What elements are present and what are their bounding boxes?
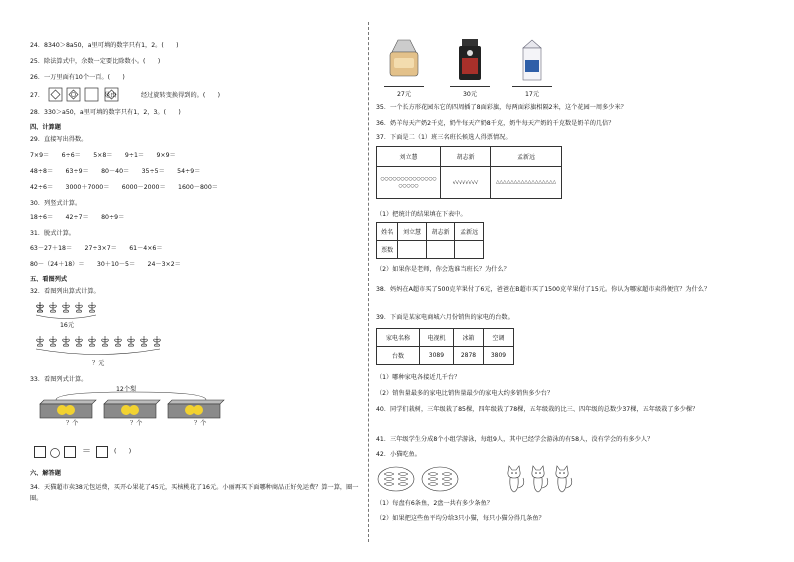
vertical-calc-row: 18÷6＝ 42÷7＝ 80÷9＝ xyxy=(30,214,125,221)
question-32: 32．看图列出算式计算。 xyxy=(30,288,100,295)
step-calc-row-1: 63－27＋18＝ 27÷3×7＝ 61－4×6＝ xyxy=(30,245,163,252)
table-header: 空调 xyxy=(483,329,513,347)
appliance-sales-table xyxy=(376,328,514,365)
operator-circle-blank xyxy=(50,448,60,458)
q32-price-label: 16元 xyxy=(60,322,75,329)
q33-unknown-1: ？个 xyxy=(66,420,79,427)
answer-cell[interactable] xyxy=(426,241,455,259)
question-29: 29．直接写出得数。 xyxy=(30,136,88,143)
product-price: 17元 xyxy=(512,86,552,98)
question-31: 31．脱式计算。 xyxy=(30,230,75,237)
table-header: 冰箱 xyxy=(453,329,483,347)
question-42-part-1: （1）每盘有6条鱼，2盘一共有多少条鱼？ xyxy=(376,500,493,507)
table-row-label: 票数 xyxy=(377,241,398,259)
question-28: 28．330＞a50，a里可填的数字只有1，2，3。( ) xyxy=(30,109,181,116)
question-27-tail: 经过旋转变换得到的。( ) xyxy=(141,92,221,99)
vote-marks-table xyxy=(376,146,562,199)
question-39-part-1: （1）哪种家电各接近几千台？ xyxy=(376,374,461,381)
table-cell: 2878 xyxy=(453,347,483,365)
table-header: 电视机 xyxy=(419,329,453,347)
question-24: 24．8340＞8a50，a里可填的数字只有1，2。( ) xyxy=(30,42,179,49)
question-40: 40．同学们栽树，三年级栽了85棵，四年级栽了78棵，五年级栽的比三、四年级的总数少37棵，五年级栽了多少棵？ xyxy=(376,406,699,413)
table-header: 孟新远 xyxy=(455,223,484,241)
product-price: 27元 xyxy=(384,86,424,98)
table-cell: 3089 xyxy=(419,347,453,365)
table-cell: △△△△△△△△△△△△△△△△△ xyxy=(491,167,562,199)
product-price: 30元 xyxy=(450,86,490,98)
q33-total-label: 12个梨 xyxy=(116,386,137,393)
table-header: 刘立慧 xyxy=(398,223,427,241)
question-33-figure xyxy=(36,386,226,446)
fish-and-cats-figure xyxy=(376,462,596,496)
q33-unit-blank: ( ) xyxy=(114,448,132,455)
fish-plate xyxy=(422,467,458,491)
question-38: 38．妈妈在A超市买了500克苹果付了6元，爸爸在B超市买了1500克苹果付了15元。你认为哪家超市卖得便宜？为什么？ xyxy=(376,286,711,293)
pear-box xyxy=(168,400,224,418)
answer-box[interactable] xyxy=(96,446,108,458)
answer-cell[interactable] xyxy=(398,241,427,259)
answer-box[interactable] xyxy=(64,446,76,458)
question-37-part-1: （1）把统计的结果填在下表中。 xyxy=(376,211,467,218)
calc-row-2: 48÷8＝ 63÷9＝ 80－40＝ 35÷5＝ 54÷9＝ xyxy=(30,168,201,175)
q33-unknown-2: ？个 xyxy=(130,420,143,427)
question-25: 25．除法算式中，余数一定要比除数小。( ) xyxy=(30,58,161,65)
section-6-heading: 六、解答题 xyxy=(30,470,61,477)
question-42-part-2: （2）如果把这些鱼平均分给3只小猫，每只小猫分得几条鱼？ xyxy=(376,515,545,522)
section-4-heading: 四、计算题 xyxy=(30,124,61,131)
question-37: 37．下面是二（1）班三名班长候选人得票情况。 xyxy=(376,134,512,141)
answer-box[interactable] xyxy=(34,446,46,458)
bread-icon xyxy=(388,38,420,82)
column-divider xyxy=(368,22,369,542)
table-header: 刘立慧 xyxy=(377,147,441,167)
calc-row-3: 42÷6＝ 3000＋7000＝ 6000－2000＝ 1600－800＝ xyxy=(30,184,218,191)
question-26: 26．一万里面有10个一百。( ) xyxy=(30,74,125,81)
table-cell: 3809 xyxy=(483,347,513,365)
question-42: 42．小猫吃鱼。 xyxy=(376,451,421,458)
q32-unknown-label: ？元 xyxy=(92,360,105,367)
step-calc-row-2: 80－（24＋18）＝ 30＋10－5＝ 24－3×2＝ xyxy=(30,261,181,268)
vote-count-table xyxy=(376,222,484,259)
table-cell: √√√√√√√√ xyxy=(441,167,491,199)
table-cell: ○○○○○○○○○○○○○○○○○○○ xyxy=(377,167,441,199)
question-33: 33．看图列式计算。 xyxy=(30,376,88,383)
table-header: 胡志新 xyxy=(426,223,455,241)
section-5-heading: 五、看图列式 xyxy=(30,276,68,283)
question-41: 41．三年级学生分成8个小组学游泳，每组9人，其中已经学会游泳的有58人，没有学会的有多少人？ xyxy=(376,436,654,443)
table-row-label: 台数 xyxy=(377,347,420,365)
pear-box xyxy=(40,400,96,418)
answer-cell[interactable] xyxy=(455,241,484,259)
table-header: 姓名 xyxy=(377,223,398,241)
q33-unknown-3: ？个 xyxy=(194,420,207,427)
question-27-number: 27． xyxy=(30,92,45,99)
question-35: 35．一个长方形花园东它的四周插了8面彩旗，每两面彩旗相隔2米，这个花园一周多少米？ xyxy=(376,104,627,111)
table-header: 胡志新 xyxy=(441,147,491,167)
question-34: 34．天猫超市卖38元包运费，买开心果花了45元，买核桃花了16元。小丽再买下面哪种商品正好免运费？算一算，圈一圈。 xyxy=(30,484,359,502)
calc-row-1: 7×9＝ 6÷6＝ 5×8＝ 9÷1＝ 9×9＝ xyxy=(30,152,176,159)
question-30: 30．列竖式计算。 xyxy=(30,200,82,207)
cat-icon xyxy=(508,466,524,492)
question-27-mid: 是由 xyxy=(104,92,117,99)
equals-sign: ＝ xyxy=(82,447,92,457)
table-header: 孟新远 xyxy=(491,147,562,167)
question-39: 39．下面是某家电商城六月份销售的家电的台数。 xyxy=(376,314,514,321)
snack-bag-icon xyxy=(456,38,484,82)
question-36: 36．奶羊每天产奶2千克，奶牛每天产奶8千克，奶牛每天产奶的千克数是奶羊的几倍？ xyxy=(376,120,615,127)
table-header: 家电名称 xyxy=(377,329,420,347)
fish-plate xyxy=(378,467,414,491)
milk-carton-icon xyxy=(520,38,544,82)
question-39-part-2: （2）销售量最多的家电比销售量最少的家电大约多销售多少台？ xyxy=(376,390,554,397)
pear-box xyxy=(104,400,160,418)
question-37-part-2: （2）如果你是老师，你会选谁当班长？为什么？ xyxy=(376,266,510,273)
